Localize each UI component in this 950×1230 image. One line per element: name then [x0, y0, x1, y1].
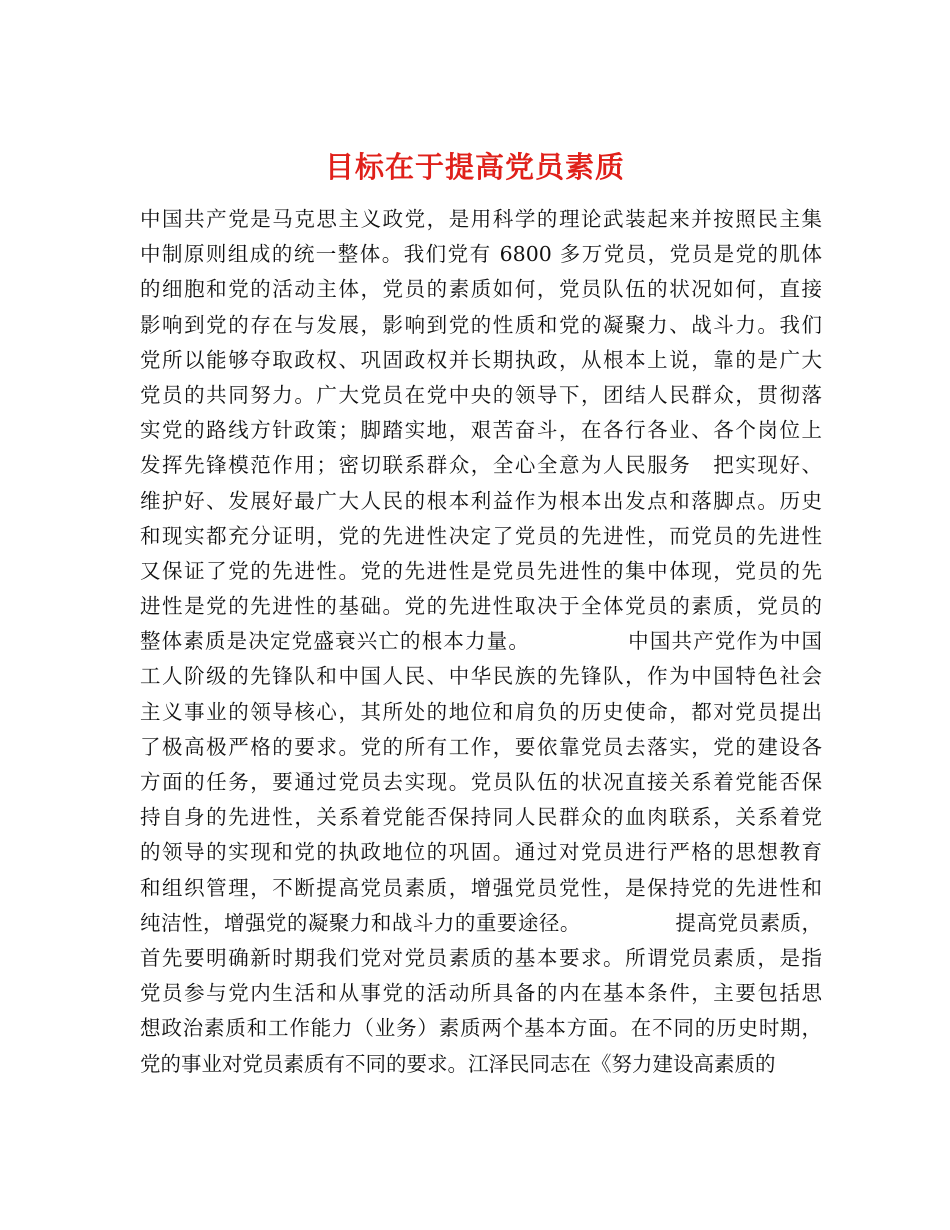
body-line: 维护好、发展好最广大人民的根本利益作为根本出发点和落脚点。历史: [140, 488, 822, 513]
body-line: 党员的共同努力。广大党员在党中央的领导下，团结人民群众，贯彻落: [140, 382, 822, 407]
body-line: 的细胞和党的活动主体，党员的素质如何，党员队伍的状况如何，直接: [140, 277, 822, 302]
body-line: 的领导的实现和党的执政地位的巩固。通过对党员进行严格的思想教育: [140, 840, 822, 865]
body-line: 持自身的先进性，关系着党能否保持同人民群众的血肉联系，关系着党: [140, 805, 822, 830]
body-line: 进性是党的先进性的基础。党的先进性取决于全体党员的素质，党员的: [140, 594, 822, 619]
body-line: 工人阶级的先锋队和中国人民、中华民族的先锋队，作为中国特色社会: [140, 664, 822, 689]
body-line: 影响到党的存在与发展，影响到党的性质和党的凝聚力、战斗力。我们: [140, 312, 822, 337]
body-line: 了极高极严格的要求。党的所有工作，要依靠党员去落实，党的建设各: [140, 734, 822, 759]
document-body: [140, 202, 822, 1082]
body-line: 整体素质是决定党盛衰兴亡的根本力量。 中国共产党作为中国: [140, 629, 822, 654]
body-line: 主义事业的领导核心，其所处的地位和肩负的历史使命，都对党员提出: [140, 699, 822, 724]
body-line: 又保证了党的先进性。党的先进性是党员先进性的集中体现，党员的先: [140, 558, 822, 583]
body-line: 党所以能够夺取政权、巩固政权并长期执政，从根本上说，靠的是广大: [140, 347, 822, 372]
body-line: 和组织管理，不断提高党员素质，增强党员党性，是保持党的先进性和: [140, 875, 822, 900]
body-line: 党员参与党内生活和从事党的活动所具备的内在基本条件，主要包括思: [140, 981, 822, 1006]
body-line: 方面的任务，要通过党员去实现。党员队伍的状况直接关系着党能否保: [140, 770, 822, 794]
document-title: 目标在于提高党员素质: [324, 150, 625, 185]
body-line: 纯洁性，增强党的凝聚力和战斗力的重要途径。 提高党员素质，: [140, 910, 822, 935]
body-line: 中国共产党是马克思主义政党，是用科学的理论武装起来并按照民主集: [140, 207, 822, 231]
body-line: 党的事业对党员素质有不同的要求。江泽民同志在《努力建设高素质的: [140, 1051, 776, 1076]
body-line: 首先要明确新时期我们党对党员素质的基本要求。所谓党员素质，是指: [140, 945, 822, 970]
body-line: 和现实都充分证明，党的先进性决定了党员的先进性，而党员的先进性: [140, 523, 822, 548]
body-line: 想政治素质和工作能力（业务）素质两个基本方面。在不同的历史时期，: [140, 1016, 822, 1041]
body-line: 中制原则组成的统一整体。我们党有 6800 多万党员，党员是党的肌体: [140, 242, 822, 267]
body-line: 实党的路线方针政策；脚踏实地，艰苦奋斗，在各行各业、各个岗位上: [140, 418, 822, 443]
body-line: 发挥先锋模范作用；密切联系群众，全心全意为人民服务 把实现好、: [140, 453, 822, 478]
